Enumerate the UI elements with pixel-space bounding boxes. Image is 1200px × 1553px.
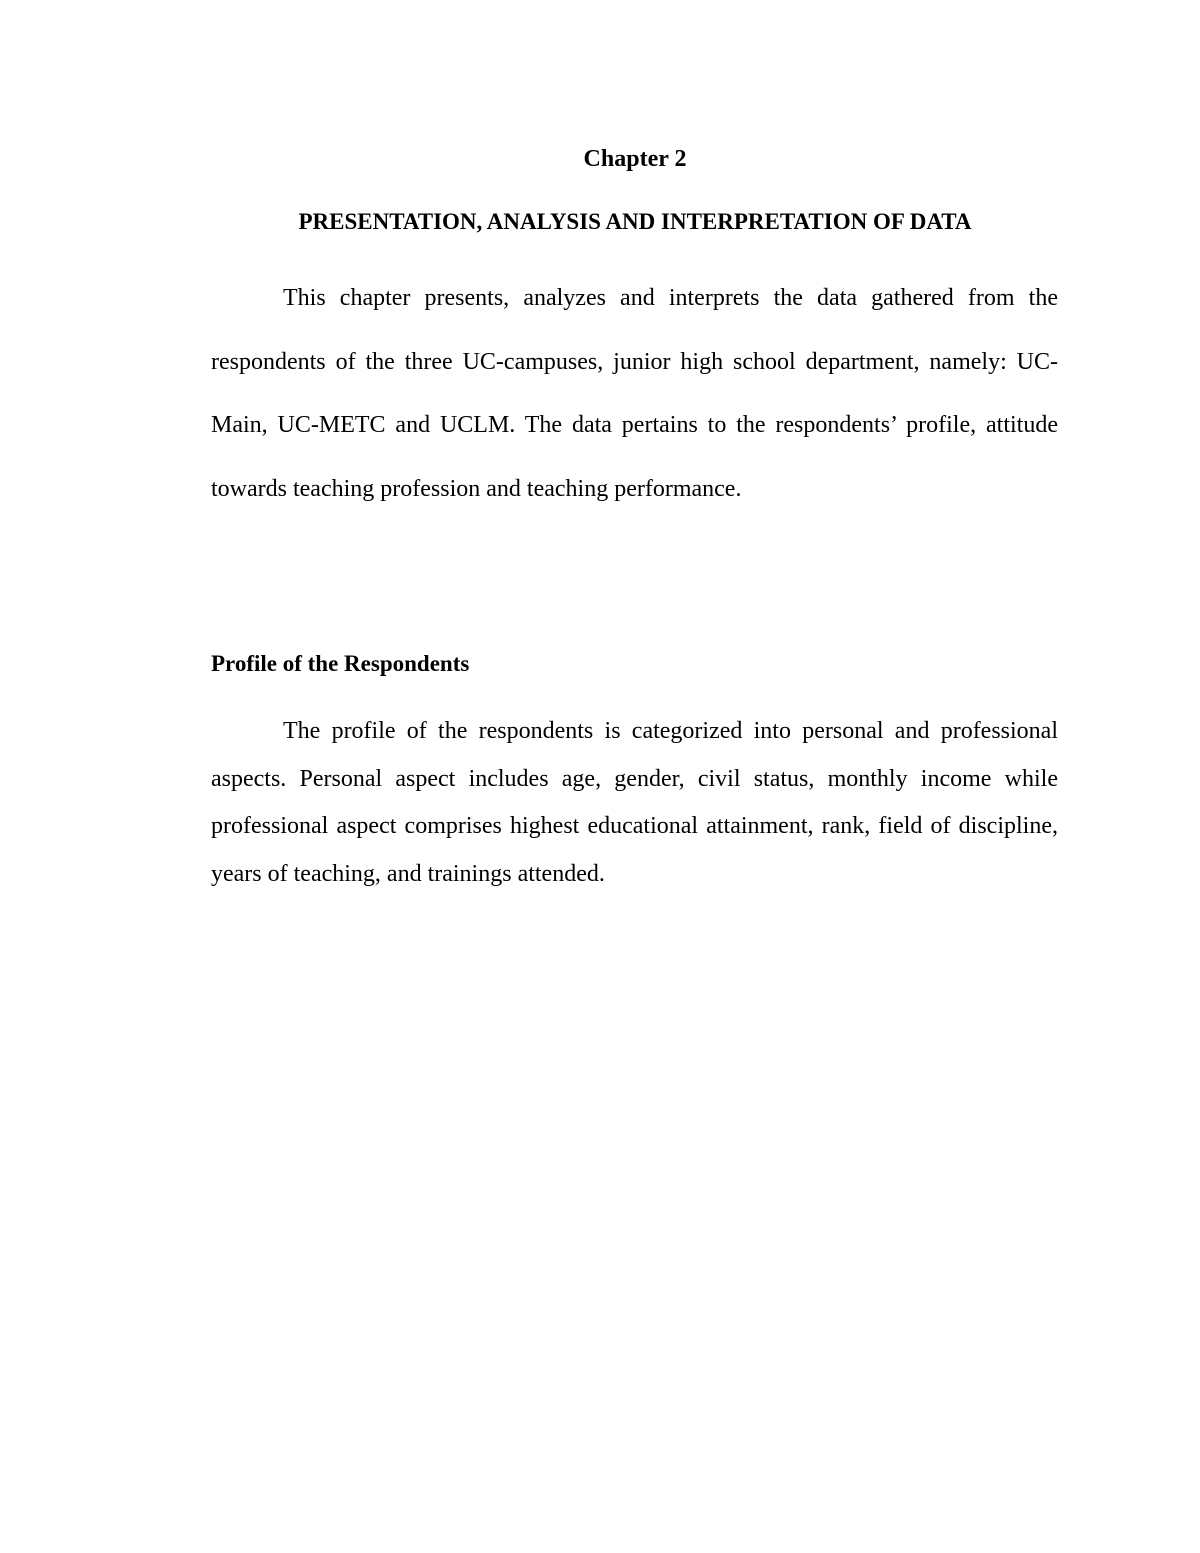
intro-section [211,267,1058,521]
profile-section [211,708,1058,898]
section-heading-profile: Profile of the Respondents [211,651,470,676]
intro-paragraph: This chapter presents, analyzes and interprets the data gathered from the respondents of the three UC-campuses, junior high school department, namely: UC-Main, UC-METC and UCLM. The data pertains to the respondents’ profile, attitude towards teaching profession and teaching performance. [211,285,1058,502]
chapter-title: PRESENTATION, ANALYSIS AND INTERPRETATION OF DATA [298,209,972,234]
profile-paragraph: The profile of the respondents is categorized into personal and professional aspects. Personal aspect includes age, gender, civil status, monthly income while professional aspect comprises highest educational attainment, rank, field of discipline, years of teaching, and trainings attended. [211,718,1058,887]
chapter-label: Chapter 2 [583,146,687,172]
